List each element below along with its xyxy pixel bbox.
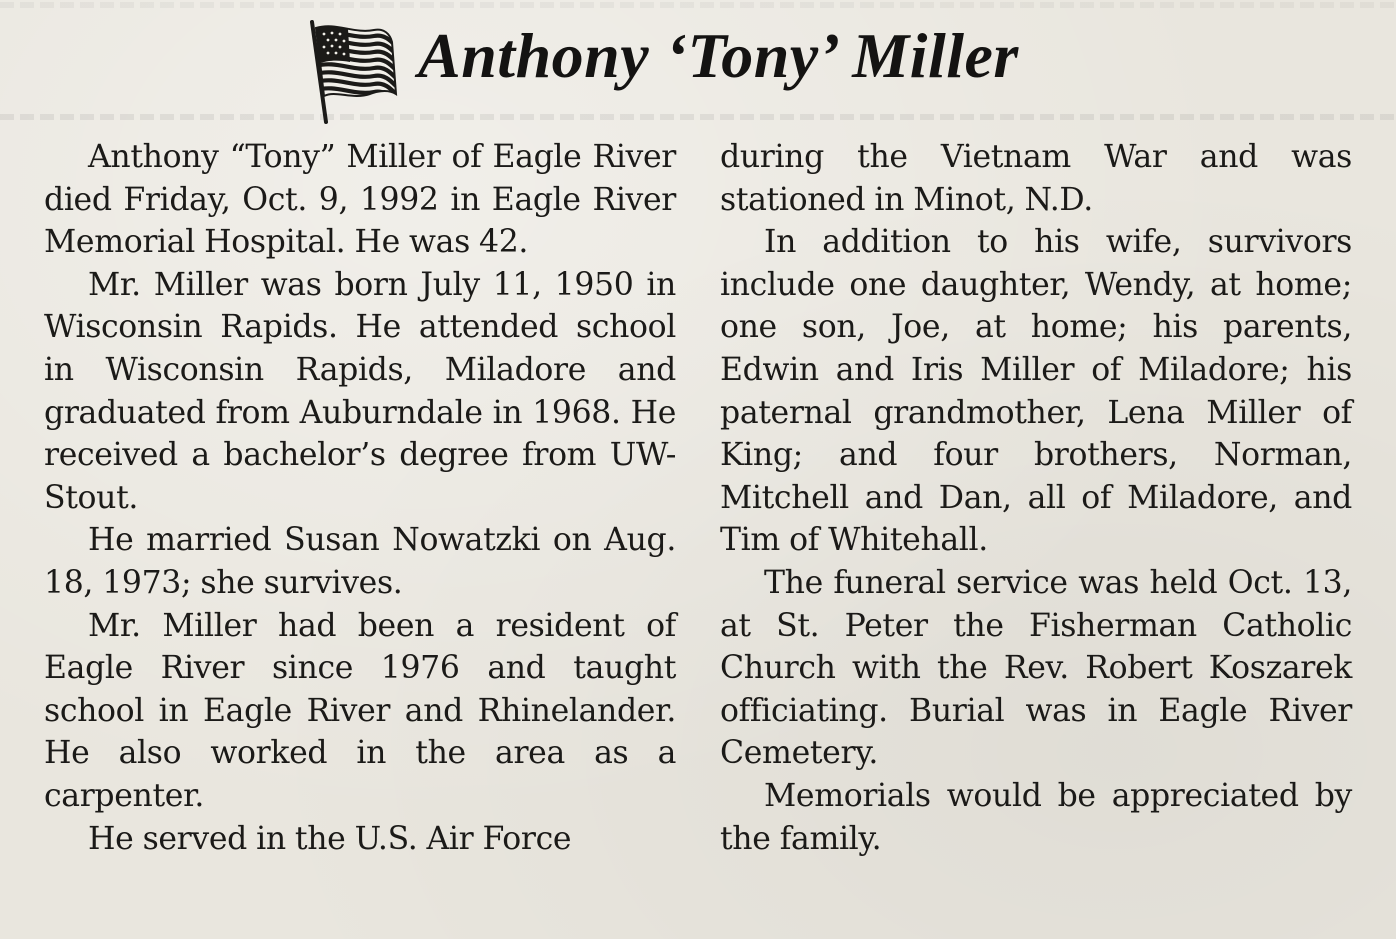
paragraph: In addition to his wife, survivors include one daughter, Wendy, at home; one son, Joe, at home; his parents, Edwin and Iris Miller of Miladore; his paternal grandmother, Lena Miller of King; and four brothers, Norman, Mitchell and Dan, all of Miladore, and Tim of Whitehall. bbox=[720, 224, 1352, 559]
obituary-title: Anthony ‘Tony’ Miller bbox=[418, 20, 1019, 91]
paragraph: during the Vietnam War and was stationed in Minot, N.D. bbox=[720, 139, 1352, 218]
show-through-line bbox=[0, 2, 1396, 8]
paragraph: Mr. Miller was born July 11, 1950 in Wisconsin Rapids. He attended school in Wisconsin Rapids, Miladore and graduated from Auburndale in 1968. He received a bachelor’s degree from UW-Stout. bbox=[44, 266, 676, 516]
paragraph: Anthony “Tony” Miller of Eagle River died Friday, Oct. 9, 1992 in Eagle River Memorial Hospital. He was 42. bbox=[44, 139, 676, 261]
paragraph: Mr. Miller had been a resident of Eagle River since 1976 and taught school in Eagle River and Rhinelander. He also worked in the area as a carpenter. bbox=[44, 607, 676, 814]
paragraph: The funeral service was held Oct. 13, at St. Peter the Fisherman Catholic Church with the Rev. Robert Koszarek officiating. Burial was in Eagle River Cemetery. bbox=[720, 564, 1352, 772]
right-column bbox=[720, 136, 1352, 860]
paragraph: He married Susan Nowatzki on Aug. 18, 1973; she survives. bbox=[44, 522, 676, 601]
american-flag-icon bbox=[306, 20, 398, 124]
paragraph: He served in the U.S. Air Force bbox=[88, 820, 572, 857]
left-column bbox=[44, 136, 676, 860]
paragraph: Memorials would be appreciated by the family. bbox=[720, 777, 1352, 857]
obituary-header bbox=[300, 14, 1200, 124]
